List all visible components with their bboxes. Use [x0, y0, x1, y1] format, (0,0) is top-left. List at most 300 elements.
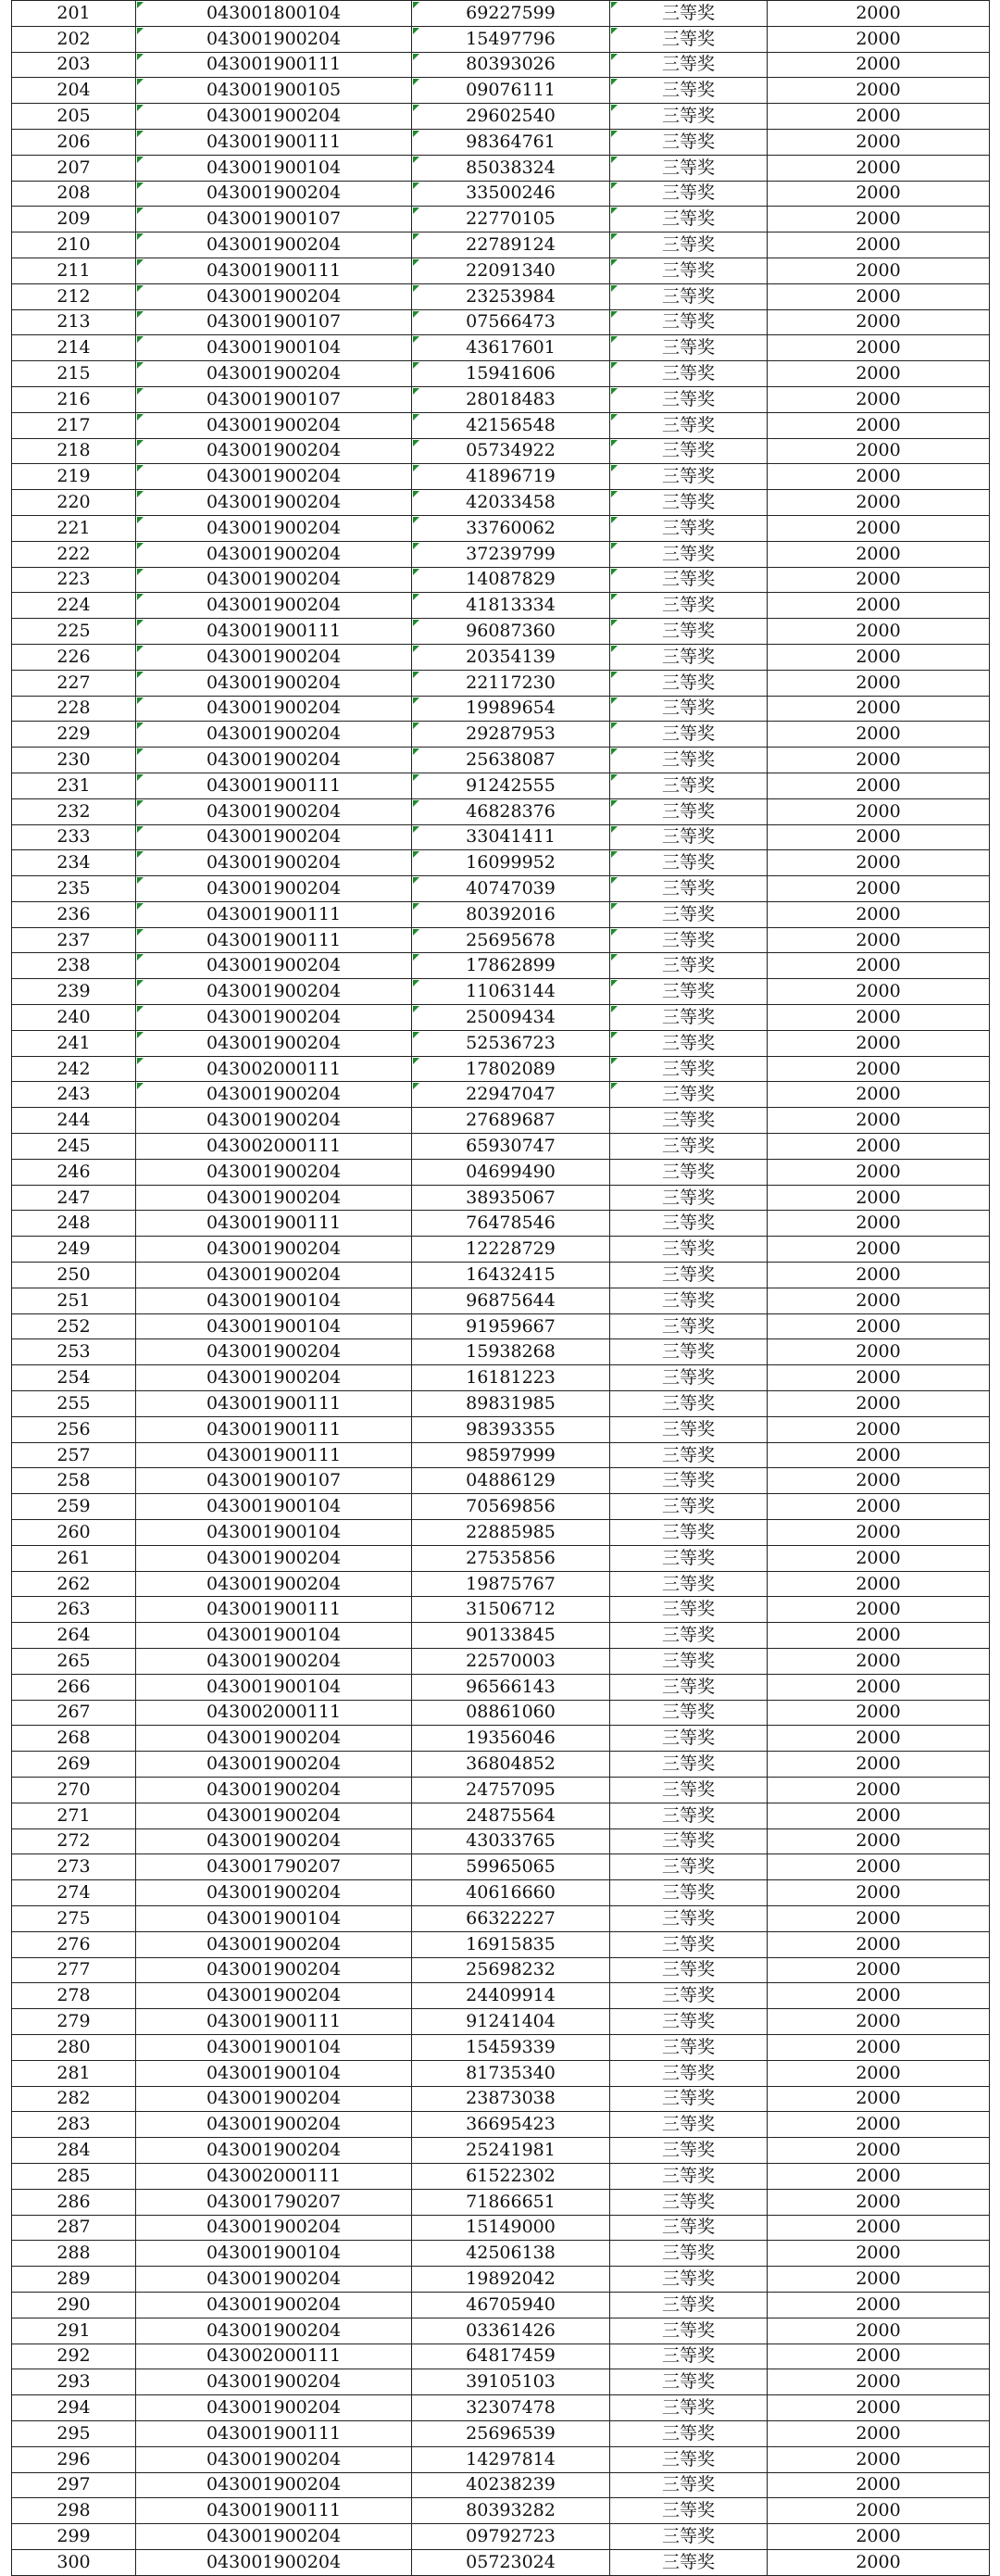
prize-cell: 三等奖	[610, 2420, 768, 2446]
table-row	[12, 1674, 990, 1700]
number-cell: 69227599	[412, 1, 610, 27]
seq-cell: 294	[12, 2395, 136, 2421]
prize-cell: 三等奖	[610, 2524, 768, 2550]
code-cell: 043001900105	[136, 78, 412, 104]
code-cell: 043001900204	[136, 2318, 412, 2344]
amount-cell: 2000	[768, 901, 990, 927]
table-row	[12, 207, 990, 232]
number-cell: 29287953	[412, 722, 610, 748]
code-cell: 043001900107	[136, 1468, 412, 1494]
code-cell: 043001900204	[136, 850, 412, 876]
number-cell: 07566473	[412, 309, 610, 335]
code-cell: 043001900204	[136, 2472, 412, 2498]
number-cell: 28018483	[412, 386, 610, 412]
seq-cell: 220	[12, 490, 136, 516]
prize-cell: 三等奖	[610, 309, 768, 335]
prize-cell: 三等奖	[610, 748, 768, 773]
amount-cell: 2000	[768, 2318, 990, 2344]
prize-cell: 三等奖	[610, 644, 768, 670]
prize-cell: 三等奖	[610, 52, 768, 78]
table-row	[12, 1520, 990, 1546]
table-row	[12, 2369, 990, 2395]
code-cell: 043001900204	[136, 1983, 412, 2009]
code-cell: 043001900204	[136, 1803, 412, 1828]
prize-cell: 三等奖	[610, 2086, 768, 2112]
seq-cell: 289	[12, 2267, 136, 2293]
table-row	[12, 232, 990, 258]
seq-cell: 261	[12, 1545, 136, 1571]
table-row	[12, 1082, 990, 1108]
number-cell: 05723024	[412, 2549, 610, 2575]
code-cell: 043001900204	[136, 1957, 412, 1983]
number-cell: 71866651	[412, 2189, 610, 2215]
prize-cell: 三等奖	[610, 1056, 768, 1082]
amount-cell: 2000	[768, 1777, 990, 1803]
seq-cell: 271	[12, 1803, 136, 1828]
prize-cell: 三等奖	[610, 1700, 768, 1726]
table-row	[12, 283, 990, 309]
table-row	[12, 850, 990, 876]
prize-cell: 三等奖	[610, 1211, 768, 1237]
seq-cell: 236	[12, 901, 136, 927]
prize-cell: 三等奖	[610, 1030, 768, 1056]
number-cell: 09792723	[412, 2524, 610, 2550]
amount-cell: 2000	[768, 1880, 990, 1906]
code-cell: 043001900104	[136, 2034, 412, 2060]
amount-cell: 2000	[768, 644, 990, 670]
code-cell: 043001900204	[136, 1185, 412, 1211]
seq-cell: 266	[12, 1674, 136, 1700]
number-cell: 46828376	[412, 798, 610, 824]
prize-cell: 三等奖	[610, 1, 768, 27]
amount-cell: 2000	[768, 1, 990, 27]
table-row	[12, 1108, 990, 1134]
prize-cell: 三等奖	[610, 541, 768, 567]
table-row	[12, 593, 990, 619]
amount-cell: 2000	[768, 1185, 990, 1211]
code-cell: 043001900111	[136, 901, 412, 927]
number-cell: 96566143	[412, 1674, 610, 1700]
table-row	[12, 1803, 990, 1828]
amount-cell: 2000	[768, 927, 990, 953]
table-row	[12, 1854, 990, 1880]
amount-cell: 2000	[768, 1442, 990, 1468]
prize-cell: 三等奖	[610, 2138, 768, 2164]
prize-cell: 三等奖	[610, 1416, 768, 1442]
table-row	[12, 1, 990, 27]
table-row	[12, 1134, 990, 1160]
number-cell: 22091340	[412, 258, 610, 283]
prize-cell: 三等奖	[610, 1777, 768, 1803]
seq-cell: 300	[12, 2549, 136, 2575]
number-cell: 19989654	[412, 696, 610, 722]
seq-cell: 211	[12, 258, 136, 283]
table-row	[12, 2395, 990, 2421]
code-cell: 043001900111	[136, 2498, 412, 2524]
seq-cell: 268	[12, 1726, 136, 1752]
amount-cell: 2000	[768, 1263, 990, 1288]
code-cell: 043001900111	[136, 1442, 412, 1468]
amount-cell: 2000	[768, 619, 990, 645]
number-cell: 36804852	[412, 1752, 610, 1778]
seq-cell: 292	[12, 2344, 136, 2369]
prize-cell: 三等奖	[610, 1931, 768, 1957]
number-cell: 22947047	[412, 1082, 610, 1108]
amount-cell: 2000	[768, 1056, 990, 1082]
code-cell: 043001900104	[136, 1674, 412, 1700]
number-cell: 98393355	[412, 1416, 610, 1442]
seq-cell: 276	[12, 1931, 136, 1957]
number-cell: 25009434	[412, 1005, 610, 1031]
prize-cell: 三等奖	[610, 2034, 768, 2060]
seq-cell: 238	[12, 953, 136, 979]
code-cell: 043001900204	[136, 644, 412, 670]
prize-cell: 三等奖	[610, 1339, 768, 1365]
code-cell: 043001900204	[136, 798, 412, 824]
amount-cell: 2000	[768, 2189, 990, 2215]
number-cell: 17862899	[412, 953, 610, 979]
prize-cell: 三等奖	[610, 2344, 768, 2369]
seq-cell: 283	[12, 2112, 136, 2138]
prize-cell: 三等奖	[610, 1571, 768, 1597]
seq-cell: 215	[12, 361, 136, 387]
code-cell: 043001900204	[136, 1005, 412, 1031]
table-row	[12, 1494, 990, 1520]
number-cell: 41813334	[412, 593, 610, 619]
number-cell: 59965065	[412, 1854, 610, 1880]
seq-cell: 233	[12, 824, 136, 850]
seq-cell: 251	[12, 1288, 136, 1313]
table-row	[12, 1211, 990, 1237]
prize-cell: 三等奖	[610, 2446, 768, 2472]
code-cell: 043001900204	[136, 1339, 412, 1365]
code-cell: 043001900111	[136, 1211, 412, 1237]
amount-cell: 2000	[768, 2241, 990, 2267]
code-cell: 043001900104	[136, 2241, 412, 2267]
seq-cell: 284	[12, 2138, 136, 2164]
code-cell: 043001900104	[136, 2060, 412, 2086]
amount-cell: 2000	[768, 1983, 990, 2009]
number-cell: 16099952	[412, 850, 610, 876]
number-cell: 15938268	[412, 1339, 610, 1365]
code-cell: 043001900204	[136, 412, 412, 438]
amount-cell: 2000	[768, 1957, 990, 1983]
prize-cell: 三等奖	[610, 593, 768, 619]
amount-cell: 2000	[768, 2472, 990, 2498]
seq-cell: 241	[12, 1030, 136, 1056]
code-cell: 043001900204	[136, 2395, 412, 2421]
prize-cell: 三等奖	[610, 1134, 768, 1160]
amount-cell: 2000	[768, 1931, 990, 1957]
number-cell: 15459339	[412, 2034, 610, 2060]
prize-cell: 三等奖	[610, 1391, 768, 1417]
number-cell: 15149000	[412, 2215, 610, 2241]
table-row	[12, 1263, 990, 1288]
prize-cell: 三等奖	[610, 438, 768, 464]
number-cell: 39105103	[412, 2369, 610, 2395]
amount-cell: 2000	[768, 1416, 990, 1442]
table-row	[12, 2498, 990, 2524]
table-row	[12, 1880, 990, 1906]
prize-cell: 三等奖	[610, 1803, 768, 1828]
table-row	[12, 567, 990, 593]
prize-cell: 三等奖	[610, 207, 768, 232]
seq-cell: 246	[12, 1159, 136, 1185]
prize-cell: 三等奖	[610, 722, 768, 748]
prize-cell: 三等奖	[610, 490, 768, 516]
code-cell: 043001900204	[136, 1082, 412, 1108]
amount-cell: 2000	[768, 2446, 990, 2472]
seq-cell: 245	[12, 1134, 136, 1160]
prize-cell: 三等奖	[610, 1905, 768, 1931]
amount-cell: 2000	[768, 1494, 990, 1520]
table-row	[12, 129, 990, 155]
code-cell: 043001900204	[136, 26, 412, 52]
code-cell: 043001900204	[136, 748, 412, 773]
prize-cell: 三等奖	[610, 696, 768, 722]
seq-cell: 209	[12, 207, 136, 232]
table-row	[12, 1442, 990, 1468]
amount-cell: 2000	[768, 207, 990, 232]
seq-cell: 228	[12, 696, 136, 722]
seq-cell: 285	[12, 2163, 136, 2189]
number-cell: 24409914	[412, 1983, 610, 2009]
code-cell: 043001900204	[136, 1752, 412, 1778]
code-cell: 043001900104	[136, 1494, 412, 1520]
number-cell: 08861060	[412, 1700, 610, 1726]
prize-cell: 三等奖	[610, 1313, 768, 1339]
number-cell: 16432415	[412, 1263, 610, 1288]
amount-cell: 2000	[768, 953, 990, 979]
amount-cell: 2000	[768, 52, 990, 78]
amount-cell: 2000	[768, 412, 990, 438]
table-row	[12, 1752, 990, 1778]
prize-cell: 三等奖	[610, 1468, 768, 1494]
code-cell: 043001900111	[136, 52, 412, 78]
table-row	[12, 2446, 990, 2472]
amount-cell: 2000	[768, 798, 990, 824]
code-cell: 043001900104	[136, 1905, 412, 1931]
table-row	[12, 2524, 990, 2550]
amount-cell: 2000	[768, 232, 990, 258]
seq-cell: 222	[12, 541, 136, 567]
amount-cell: 2000	[768, 2034, 990, 2060]
code-cell: 043001900204	[136, 1777, 412, 1803]
prize-cell: 三等奖	[610, 619, 768, 645]
number-cell: 52536723	[412, 1030, 610, 1056]
code-cell: 043001900111	[136, 258, 412, 283]
table-row	[12, 155, 990, 181]
number-cell: 89831985	[412, 1391, 610, 1417]
prize-cell: 三等奖	[610, 2267, 768, 2293]
code-cell: 043001900104	[136, 155, 412, 181]
code-cell: 043001900204	[136, 2524, 412, 2550]
number-cell: 38935067	[412, 1185, 610, 1211]
code-cell: 043001900104	[136, 1313, 412, 1339]
code-cell: 043001900204	[136, 722, 412, 748]
number-cell: 25241981	[412, 2138, 610, 2164]
amount-cell: 2000	[768, 1237, 990, 1263]
prize-cell: 三等奖	[610, 2112, 768, 2138]
number-cell: 42156548	[412, 412, 610, 438]
table-row	[12, 2318, 990, 2344]
table-row	[12, 1545, 990, 1571]
table-row	[12, 2189, 990, 2215]
amount-cell: 2000	[768, 1468, 990, 1494]
table-row	[12, 2163, 990, 2189]
prize-cell: 三等奖	[610, 232, 768, 258]
number-cell: 17802089	[412, 1056, 610, 1082]
prize-cell: 三等奖	[610, 2009, 768, 2035]
amount-cell: 2000	[768, 2060, 990, 2086]
table-row	[12, 748, 990, 773]
table-row	[12, 2112, 990, 2138]
prize-cell: 三等奖	[610, 2189, 768, 2215]
table-row	[12, 335, 990, 361]
seq-cell: 249	[12, 1237, 136, 1263]
seq-cell: 226	[12, 644, 136, 670]
table-row	[12, 1649, 990, 1675]
seq-cell: 272	[12, 1828, 136, 1854]
amount-cell: 2000	[768, 593, 990, 619]
number-cell: 96087360	[412, 619, 610, 645]
seq-cell: 201	[12, 1, 136, 27]
number-cell: 80393026	[412, 52, 610, 78]
number-cell: 81735340	[412, 2060, 610, 2086]
seq-cell: 256	[12, 1416, 136, 1442]
seq-cell: 242	[12, 1056, 136, 1082]
amount-cell: 2000	[768, 1726, 990, 1752]
table-row	[12, 2344, 990, 2369]
number-cell: 14297814	[412, 2446, 610, 2472]
code-cell: 043001900204	[136, 1159, 412, 1185]
number-cell: 19892042	[412, 2267, 610, 2293]
seq-cell: 267	[12, 1700, 136, 1726]
seq-cell: 299	[12, 2524, 136, 2550]
number-cell: 25696539	[412, 2420, 610, 2446]
table-row	[12, 515, 990, 541]
code-cell: 043001900111	[136, 1597, 412, 1623]
seq-cell: 278	[12, 1983, 136, 2009]
seq-cell: 235	[12, 876, 136, 902]
amount-cell: 2000	[768, 1082, 990, 1108]
amount-cell: 2000	[768, 1313, 990, 1339]
amount-cell: 2000	[768, 78, 990, 104]
prize-cell: 三等奖	[610, 1597, 768, 1623]
table-row	[12, 2267, 990, 2293]
seq-cell: 258	[12, 1468, 136, 1494]
seq-cell: 263	[12, 1597, 136, 1623]
prize-cell: 三等奖	[610, 2549, 768, 2575]
amount-cell: 2000	[768, 1030, 990, 1056]
seq-cell: 274	[12, 1880, 136, 1906]
code-cell: 043001900204	[136, 1365, 412, 1391]
code-cell: 043001900107	[136, 386, 412, 412]
code-cell: 043001900111	[136, 129, 412, 155]
number-cell: 41896719	[412, 464, 610, 490]
prize-cell: 三等奖	[610, 1520, 768, 1546]
prize-cell: 三等奖	[610, 1082, 768, 1108]
prize-cell: 三等奖	[610, 386, 768, 412]
amount-cell: 2000	[768, 1108, 990, 1134]
prize-cell: 三等奖	[610, 1288, 768, 1313]
code-cell: 043001790207	[136, 1854, 412, 1880]
prize-cell: 三等奖	[610, 2060, 768, 2086]
table-row	[12, 901, 990, 927]
prize-cell: 三等奖	[610, 1263, 768, 1288]
amount-cell: 2000	[768, 104, 990, 130]
seq-cell: 203	[12, 52, 136, 78]
seq-cell: 218	[12, 438, 136, 464]
amount-cell: 2000	[768, 26, 990, 52]
code-cell: 043001900204	[136, 2138, 412, 2164]
prize-cell: 三等奖	[610, 824, 768, 850]
prize-cell: 三等奖	[610, 1623, 768, 1649]
amount-cell: 2000	[768, 2112, 990, 2138]
amount-cell: 2000	[768, 876, 990, 902]
table-row	[12, 1828, 990, 1854]
amount-cell: 2000	[768, 850, 990, 876]
seq-cell: 202	[12, 26, 136, 52]
seq-cell: 212	[12, 283, 136, 309]
prize-cell: 三等奖	[610, 1649, 768, 1675]
seq-cell: 262	[12, 1571, 136, 1597]
code-cell: 043001900204	[136, 515, 412, 541]
prize-cell: 三等奖	[610, 1005, 768, 1031]
prize-cell: 三等奖	[610, 26, 768, 52]
seq-cell: 206	[12, 129, 136, 155]
number-cell: 40616660	[412, 1880, 610, 1906]
table-row	[12, 2009, 990, 2035]
prize-cell: 三等奖	[610, 2395, 768, 2421]
code-cell: 043001900204	[136, 2267, 412, 2293]
table-row	[12, 670, 990, 696]
prize-cell: 三等奖	[610, 1545, 768, 1571]
table-row	[12, 2060, 990, 2086]
amount-cell: 2000	[768, 1803, 990, 1828]
number-cell: 22570003	[412, 1649, 610, 1675]
number-cell: 65930747	[412, 1134, 610, 1160]
seq-cell: 248	[12, 1211, 136, 1237]
seq-cell: 293	[12, 2369, 136, 2395]
prize-cell: 三等奖	[610, 2498, 768, 2524]
table-row	[12, 1777, 990, 1803]
prize-cell: 三等奖	[610, 798, 768, 824]
amount-cell: 2000	[768, 2369, 990, 2395]
amount-cell: 2000	[768, 1674, 990, 1700]
prize-cell: 三等奖	[610, 1957, 768, 1983]
code-cell: 043002000111	[136, 1700, 412, 1726]
table-row	[12, 361, 990, 387]
seq-cell: 207	[12, 155, 136, 181]
amount-cell: 2000	[768, 1520, 990, 1546]
prize-cell: 三等奖	[610, 464, 768, 490]
prize-cell: 三等奖	[610, 1108, 768, 1134]
table-row	[12, 2292, 990, 2318]
prize-cell: 三等奖	[610, 979, 768, 1005]
seq-cell: 223	[12, 567, 136, 593]
table-row	[12, 2241, 990, 2267]
seq-cell: 213	[12, 309, 136, 335]
table-row	[12, 1468, 990, 1494]
number-cell: 16181223	[412, 1365, 610, 1391]
amount-cell: 2000	[768, 1365, 990, 1391]
code-cell: 043001900204	[136, 593, 412, 619]
table-row	[12, 696, 990, 722]
prize-cell: 三等奖	[610, 2215, 768, 2241]
seq-cell: 287	[12, 2215, 136, 2241]
code-cell: 043001900204	[136, 438, 412, 464]
